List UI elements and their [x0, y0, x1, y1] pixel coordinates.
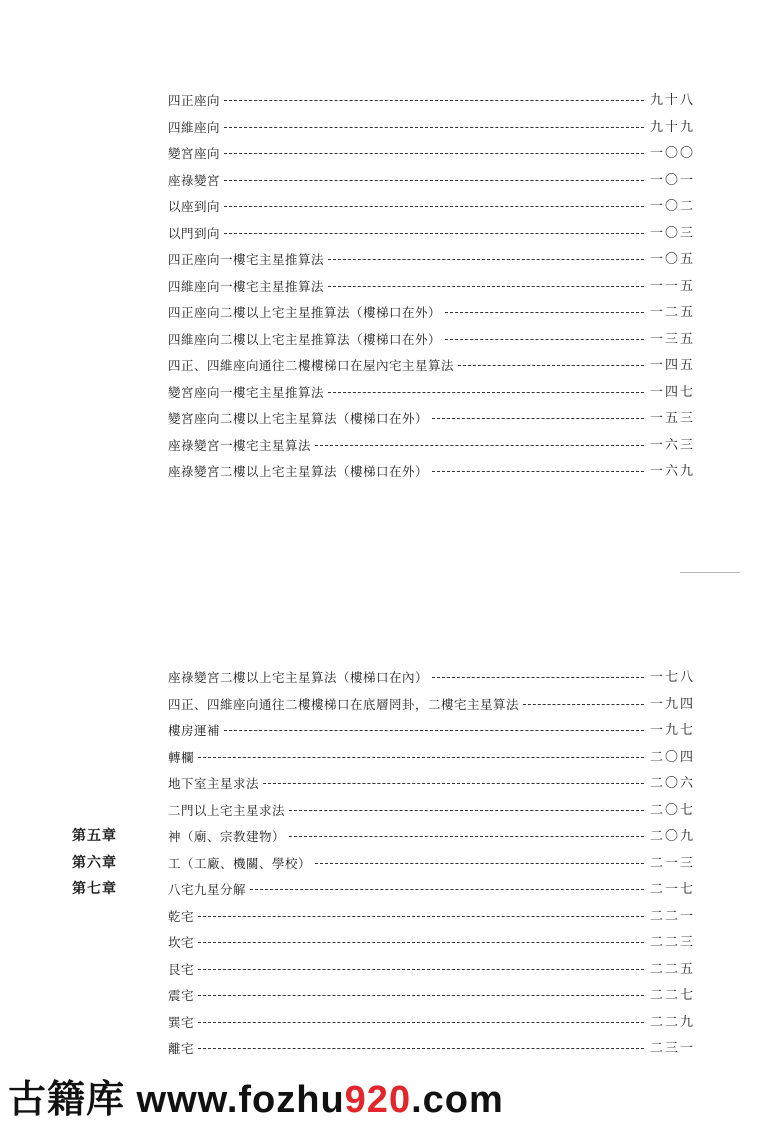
toc-page-number: 二三一 — [650, 1041, 696, 1056]
dot-leader — [198, 995, 644, 996]
toc-entry[interactable] — [0, 433, 777, 459]
toc-entry-title: 神（廟、宗教建物） — [168, 829, 286, 844]
toc-page-number: 一〇三 — [650, 225, 696, 241]
dot-leader — [198, 1048, 644, 1049]
dot-leader — [224, 730, 644, 731]
toc-entry-title: 巽宅 — [168, 1014, 195, 1030]
toc-page-number: 二二九 — [650, 1014, 696, 1030]
dot-leader — [328, 392, 644, 393]
toc-entry[interactable] — [0, 274, 777, 300]
toc-entry[interactable] — [0, 141, 777, 167]
dot-leader — [198, 757, 644, 758]
dot-leader — [224, 206, 644, 207]
dot-leader — [315, 863, 644, 864]
dot-leader — [250, 889, 644, 890]
chapter-label: 第五章 — [72, 828, 117, 844]
toc-page-number: 一一五 — [650, 278, 696, 294]
toc-entry-title: 四正、四維座向通往二樓樓梯口在屋內宅主星算法 — [168, 358, 455, 373]
section-divider — [680, 572, 740, 573]
toc-page-number: 一九四 — [650, 696, 696, 712]
dot-leader — [458, 365, 644, 366]
toc-entry[interactable] — [0, 983, 777, 1009]
toc-entry[interactable] — [0, 221, 777, 247]
dot-leader — [523, 704, 644, 705]
watermark-suffix: .com — [411, 1079, 504, 1121]
toc-entry[interactable] — [0, 798, 777, 824]
dot-leader — [198, 1022, 644, 1023]
dot-leader — [328, 286, 644, 287]
dot-leader — [263, 783, 644, 784]
dot-leader — [224, 233, 644, 234]
toc-entry-title: 四維座向 — [168, 119, 221, 135]
toc-page-number: 二二七 — [650, 988, 696, 1003]
toc-entry-title: 變宮座向一樓宅主星推算法 — [168, 384, 325, 400]
toc-page-number: 一〇〇 — [650, 146, 696, 161]
toc-entry-title: 坎宅 — [168, 935, 195, 950]
toc-entry[interactable] — [0, 877, 777, 903]
dot-leader — [315, 445, 644, 446]
toc-entry[interactable] — [0, 88, 777, 114]
toc-page-number: 二一七 — [650, 882, 696, 897]
toc-entry-title: 座祿變宮一樓宅主星算法 — [168, 437, 312, 453]
toc-entry[interactable] — [0, 380, 777, 406]
toc-page-number: 一四七 — [650, 384, 696, 400]
toc-entry[interactable] — [0, 957, 777, 983]
toc-page-number: 一三五 — [650, 331, 696, 347]
toc-entry-title: 座祿變宮 — [168, 172, 221, 188]
toc-page-number: 二二五 — [650, 961, 696, 977]
dot-leader — [198, 969, 644, 970]
toc-page-number: 一〇五 — [650, 252, 696, 267]
toc-entry-title: 變宮座向二樓以上宅主星算法（樓梯口在外） — [168, 411, 429, 426]
toc-entry[interactable] — [0, 1036, 777, 1062]
toc-entry-title: 座祿變宮二樓以上宅主星算法（樓梯口在外） — [168, 464, 429, 479]
dot-leader — [445, 312, 644, 313]
toc-entry[interactable] — [0, 1010, 777, 1036]
toc-page-number: 二〇九 — [650, 829, 696, 844]
dot-leader — [289, 810, 644, 811]
toc-entry-title: 四維座向一樓宅主星推算法 — [168, 278, 325, 294]
toc-entry-title: 艮宅 — [168, 961, 195, 977]
toc-page-number: 一〇二 — [650, 199, 696, 214]
toc-entry[interactable] — [0, 247, 777, 273]
toc-entry-title: 乾宅 — [168, 908, 195, 924]
toc-page-number: 九十八 — [650, 93, 696, 108]
toc-page-number: 二〇七 — [650, 802, 696, 818]
dot-leader — [445, 339, 644, 340]
toc-entry[interactable] — [0, 115, 777, 141]
toc-entry[interactable] — [0, 406, 777, 432]
toc-entry-title: 四正、四維座向通往二樓樓梯口在底層罔卦，二樓宅主星算法 — [168, 696, 520, 712]
toc-entry-title: 二門以上宅主星求法 — [168, 802, 286, 818]
watermark-text — [8, 1068, 504, 1123]
toc-page-number: 一六三 — [650, 437, 696, 453]
toc-entry-title: 轉欄 — [168, 749, 195, 765]
toc-entry-title: 座祿變宮二樓以上宅主星算法（樓梯口在內） — [168, 670, 429, 685]
toc-entry[interactable] — [0, 327, 777, 353]
dot-leader — [224, 180, 644, 181]
toc-entry[interactable] — [0, 353, 777, 379]
toc-entry-title: 樓房運補 — [168, 723, 221, 738]
toc-entry-title: 四正座向一樓宅主星推算法 — [168, 252, 325, 267]
dot-leader — [432, 471, 644, 472]
dot-leader — [432, 677, 644, 678]
toc-page-number: 二〇六 — [650, 776, 696, 791]
toc-entry-title: 以座到向 — [168, 199, 221, 214]
toc-entry[interactable] — [0, 168, 777, 194]
toc-entry[interactable] — [0, 851, 777, 877]
dot-leader — [289, 836, 644, 837]
toc-entry[interactable] — [0, 824, 777, 850]
chapter-label: 第六章 — [72, 854, 117, 871]
toc-page-number: 一二五 — [650, 305, 696, 320]
toc-page-number: 一五三 — [650, 411, 696, 426]
toc-entry[interactable] — [0, 771, 777, 797]
toc-page-number: 二二一 — [650, 908, 696, 924]
toc-page-number: 二〇四 — [650, 749, 696, 765]
toc-entry[interactable] — [0, 300, 777, 326]
toc-page-number: 二一三 — [650, 855, 696, 871]
toc-page-number: 一四五 — [650, 358, 696, 373]
toc-entry[interactable] — [0, 459, 777, 485]
dot-leader — [328, 259, 644, 260]
toc-entry-title: 以門到向 — [168, 225, 221, 241]
toc-page-number: 一六九 — [650, 464, 696, 479]
toc-entry[interactable] — [0, 745, 777, 771]
toc-page-number: 一七八 — [650, 670, 696, 685]
toc-page-number: 一九七 — [650, 723, 696, 738]
dot-leader — [224, 153, 644, 154]
toc-page-number: 二二三 — [650, 935, 696, 950]
toc-entry-title: 工（工廠、機關、學校） — [168, 855, 312, 871]
dot-leader — [198, 916, 644, 917]
toc-entry[interactable] — [0, 718, 777, 744]
dot-leader — [224, 127, 644, 128]
dot-leader — [224, 100, 644, 101]
watermark-banner — [0, 1062, 777, 1122]
toc-entry-title: 四維座向二樓以上宅主星推算法（樓梯口在外） — [168, 331, 442, 347]
toc-entry[interactable] — [0, 665, 777, 691]
toc-entry[interactable] — [0, 904, 777, 930]
dot-leader — [198, 942, 644, 943]
toc-entry-title: 四正座向 — [168, 93, 221, 108]
toc-entry[interactable] — [0, 194, 777, 220]
toc-page-number: 一〇一 — [650, 172, 696, 188]
toc-entry-title: 震宅 — [168, 988, 195, 1003]
toc-entry-title: 八宅九星分解 — [168, 882, 247, 897]
watermark-prefix: 古籍库 www.fozhu — [8, 1079, 345, 1121]
toc-page-number: 九十九 — [650, 119, 696, 135]
toc-entry-title: 地下室主星求法 — [168, 776, 260, 791]
toc-entry-title: 離宅 — [168, 1041, 195, 1056]
toc-entry[interactable] — [0, 692, 777, 718]
chapter-label: 第七章 — [72, 881, 117, 897]
watermark-accent: 920 — [344, 1079, 412, 1121]
toc-entry-title: 變宮座向 — [168, 146, 221, 161]
dot-leader — [432, 418, 644, 419]
toc-entry-title: 四正座向二樓以上宅主星推算法（樓梯口在外） — [168, 305, 442, 320]
toc-entry[interactable] — [0, 930, 777, 956]
